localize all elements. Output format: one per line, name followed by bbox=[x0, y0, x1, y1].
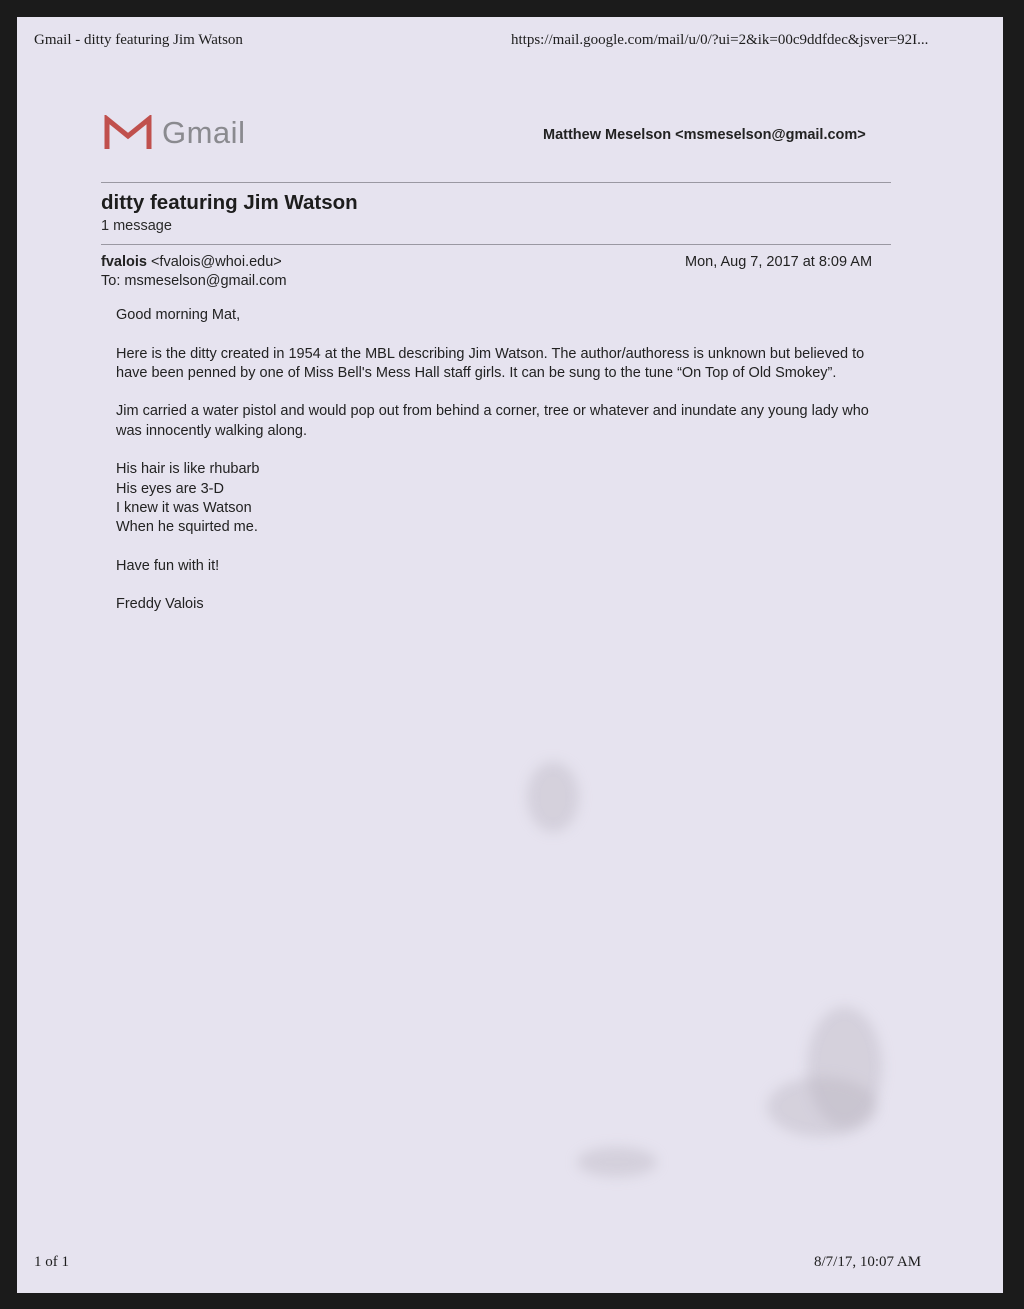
signature: Freddy Valois bbox=[116, 596, 204, 613]
recipient-line: To: msmeselson@gmail.com bbox=[101, 273, 287, 289]
paragraph-intro: Here is the ditty created in 1954 at the MBL describing Jim Watson. The author/authoress is unknown but believed to have been penned by one of Miss Bell's Mess Hall staff girls. It can be sung to the tune “On Top of Old Smokey”. bbox=[116, 345, 865, 381]
paper-stain bbox=[767, 1077, 877, 1137]
message-body bbox=[116, 306, 876, 634]
paper-stain bbox=[527, 762, 579, 832]
gmail-m-icon bbox=[104, 115, 152, 151]
verse bbox=[116, 460, 876, 537]
message-count: 1 message bbox=[101, 218, 172, 234]
sender-name: fvalois bbox=[101, 254, 147, 270]
print-footer-page: 1 of 1 bbox=[34, 1254, 69, 1270]
print-footer-timestamp: 8/7/17, 10:07 AM bbox=[814, 1254, 922, 1270]
sender-email: <fvalois@whoi.edu> bbox=[150, 254, 282, 270]
divider bbox=[101, 182, 891, 183]
print-header-title: Gmail - ditty featuring Jim Watson bbox=[34, 32, 243, 48]
paragraph-story: Jim carried a water pistol and would pop out from behind a corner, tree or whatever and inundate any young lady who was innocently walking along. bbox=[116, 403, 869, 439]
gmail-logo-text: Gmail bbox=[162, 115, 246, 150]
gmail-logo bbox=[104, 115, 245, 151]
divider bbox=[101, 244, 891, 245]
greeting: Good morning Mat, bbox=[116, 307, 241, 323]
paper-stain bbox=[577, 1147, 657, 1177]
thread-subject: ditty featuring Jim Watson bbox=[101, 191, 358, 214]
verse-line: His hair is like rhubarb bbox=[116, 461, 260, 478]
sender-line bbox=[101, 254, 282, 270]
closing: Have fun with it! bbox=[116, 557, 220, 574]
account-email: Matthew Meselson <msmeselson@gmail.com> bbox=[543, 127, 866, 143]
message-date: Mon, Aug 7, 2017 at 8:09 AM bbox=[685, 254, 873, 270]
verse-line: When he squirted me. bbox=[116, 519, 258, 536]
printed-page bbox=[17, 17, 1003, 1293]
verse-line: His eyes are 3-D bbox=[116, 480, 224, 497]
verse-line: I knew it was Watson bbox=[116, 499, 252, 516]
print-header-url: https://mail.google.com/mail/u/0/?ui=2&ik=00c9ddfdec&jsver=92I... bbox=[511, 32, 929, 48]
